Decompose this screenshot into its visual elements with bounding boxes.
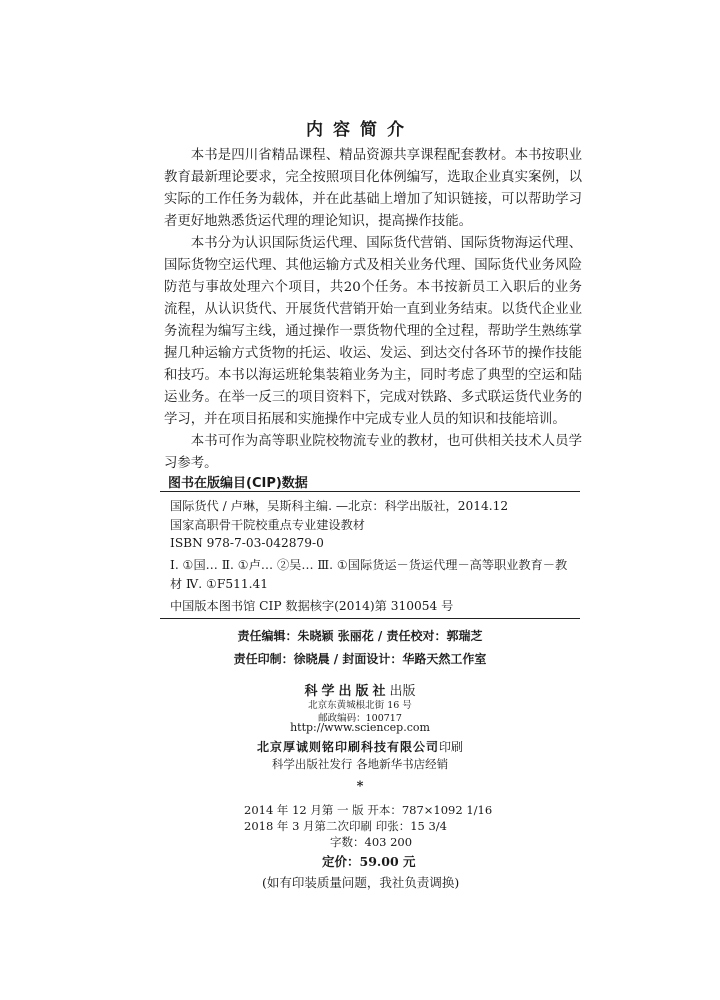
- cip-data-number: 中国版本图书馆 CIP 数据核字(2014)第 310054 号: [170, 599, 454, 613]
- publisher-postal-code: 邮政编码：100717: [318, 713, 402, 724]
- cip-top-rule: [160, 491, 580, 492]
- publisher-address: 北京东黄城根北街 16 号: [308, 700, 412, 711]
- printer-name: 北京厚诚则铭印刷科技有限公司: [256, 740, 439, 754]
- publisher-name: 科学出版社: [304, 684, 390, 699]
- edition-line: 2014 年 12 月第 一 版 开本：787×1092 1/16: [244, 803, 493, 817]
- separator-star: *: [356, 779, 364, 794]
- editors-line: 责任编辑：朱晓颖 张丽花 / 责任校对：郭瑞芝: [237, 629, 483, 643]
- distribution-line: 科学出版社发行 各地新华书店经销: [271, 757, 449, 771]
- summary-paragraph: 本书分为认识国际货运代理、国际货代营销、国际货物海运代理、国际货物空运代理、其他运输方式及相关业务代理、国际货代业务风险防范与事故处理六个项目，共20个任务。本书按新员工入职后的业务流程，从认识货代、开展货代营销开始一直到业务结束。以货代企业业务流程为编写主线，通过操作一票货物代理的全过程，帮助学生熟练掌握几种运输方式货物的托运、收运、发运、到达交付各环节的操作技能和技巧。本书以海运班轮集装箱业务为主，同时考虑了典型的空运和陆运业务。在举一反三的项目资料下，完成对铁路、多式联运货代业务的学习，并在项目拓展和实施操作中完成专业人员的知识和技能培训。: [164, 236, 582, 427]
- word-count: 字数：403 200: [330, 835, 413, 849]
- publisher-suffix: 出版: [389, 684, 416, 699]
- cip-title-line: 国际货代 / 卢琳，吴斯科主编. —北京：科学出版社，2014.12: [170, 499, 509, 513]
- publisher-url: http://www.sciencep.com: [290, 721, 430, 734]
- quality-notice: (如有印装质量问题，我社负责调换): [262, 875, 460, 890]
- production-line: 责任印制：徐晓晨 / 封面设计：华路天然工作室: [233, 652, 487, 666]
- cip-classification: Ⅰ. ①国… Ⅱ. ①卢… ②吴… Ⅲ. ①国际货运－货运代理－高等职业教育－教材 Ⅳ. ①F511.41: [170, 558, 568, 591]
- summary-paragraph: 本书可作为高等职业院校物流专业的教材，也可供相关技术人员学习参考。: [164, 434, 582, 471]
- summary-title: 内容简介: [306, 120, 414, 140]
- cip-series-line: 国家高职骨干院校重点专业建设教材: [170, 517, 365, 532]
- cip-isbn-line: ISBN 978-7-03-042879-0: [170, 536, 324, 550]
- summary-body: [164, 145, 582, 475]
- printing-line: 2018 年 3 月第二次印刷 印张：15 3/4: [244, 819, 448, 833]
- cip-record: [170, 497, 570, 553]
- summary-paragraph: 本书是四川省精品课程、精品资源共享课程配套教材。本书按职业教育最新理论要求，完全按照项目化体例编写，选取企业真实案例，以实际的工作任务为载体，并在此基础上增加了知识链接，可以帮助学习者更好地熟悉货运代理的理论知识，提高操作技能。: [164, 148, 582, 229]
- printer-suffix: 印刷: [439, 740, 464, 754]
- price: 定价：59.00 元: [322, 854, 416, 869]
- cip-bottom-rule: [160, 618, 580, 619]
- printer-line: [0, 736, 720, 755]
- cip-heading: 图书在版编目(CIP)数据: [168, 476, 308, 491]
